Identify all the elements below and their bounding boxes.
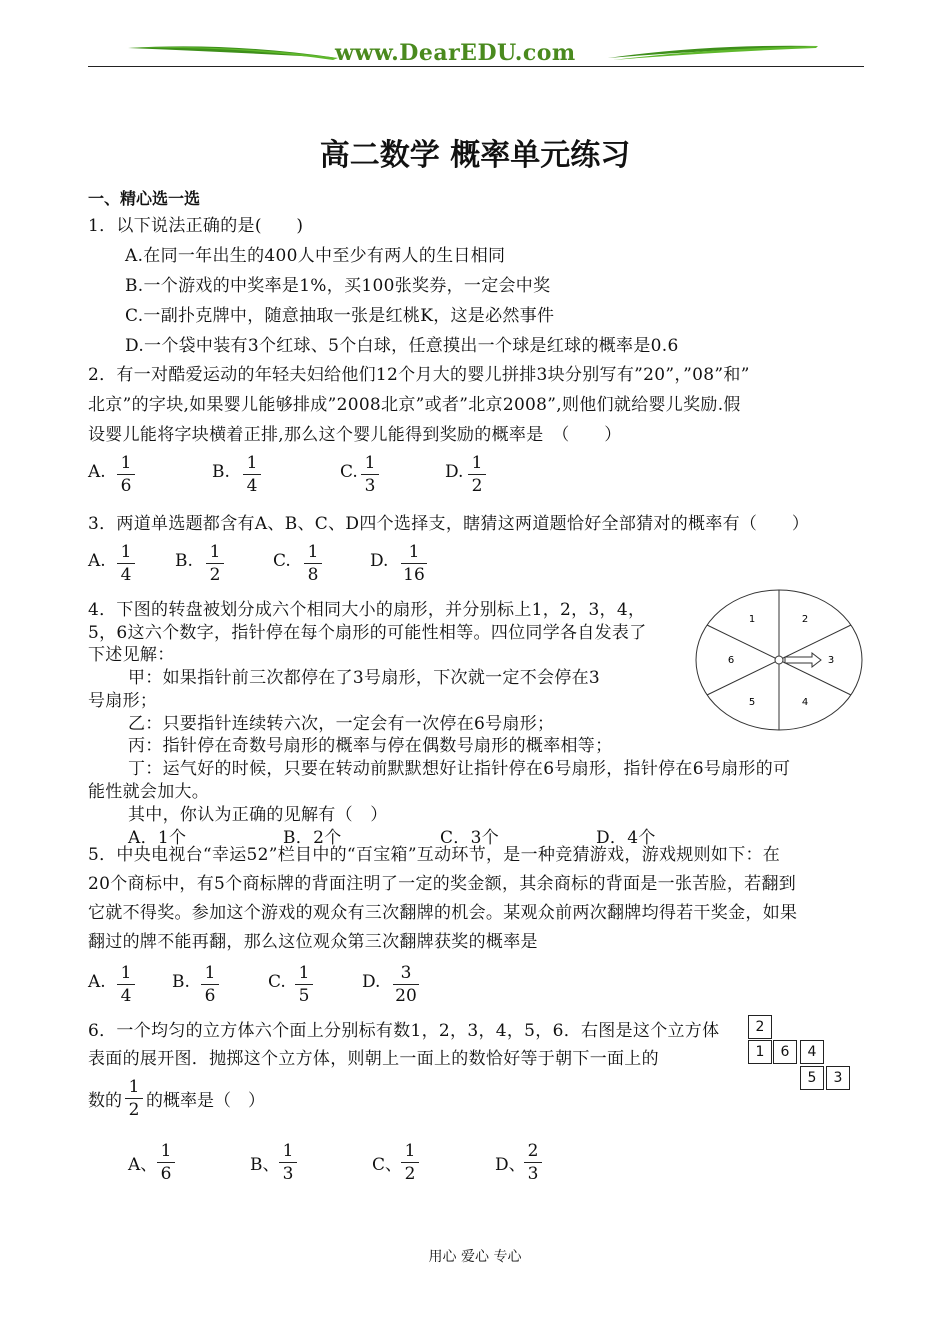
option-label: D. (370, 551, 389, 571)
q4-option-b: B．2个 (283, 828, 342, 848)
numerator: 1 (404, 1141, 416, 1161)
denominator: 3 (282, 1164, 294, 1184)
q4-option-c: C．3个 (440, 828, 500, 848)
net-face: 6 (773, 1040, 797, 1064)
numerator: 1 (120, 963, 132, 983)
fraction (116, 452, 136, 497)
q6-line-3-prefix: 数的 (88, 1091, 122, 1111)
sector-label-2: 2 (801, 614, 809, 625)
q4-line-1: 4．下图的转盘被划分成六个相同大小的扇形，并分别标上1，2，3，4， (88, 600, 646, 620)
net-face: 5 (800, 1066, 824, 1090)
q1-option-b: B.一个游戏的中奖率是1%，买100张奖券，一定会中奖 (125, 276, 551, 296)
q5-line-1: 5．中央电视台“幸运52”栏目中的“百宝箱”互动环节，是一种竞猜游戏，游戏规则如下：在 (88, 845, 781, 865)
q1-option-d: D.一个袋中装有3个红球、5个白球，任意摸出一个球是红球的概率是0.6 (125, 336, 679, 356)
fraction-one-half (124, 1076, 144, 1121)
numerator: 3 (400, 963, 412, 983)
q2-line-1: 2．有一对酷爱运动的年轻夫妇给他们12个月大的婴儿拼排3块分别写有”20”，”08”和” (88, 365, 750, 385)
option-label: B、 (250, 1155, 280, 1175)
net-face: 3 (826, 1066, 850, 1090)
option-label: C. (340, 462, 358, 482)
header-rule (88, 66, 864, 67)
denominator: 4 (246, 476, 258, 496)
option-label: A. (88, 972, 106, 992)
page-title: 高二数学 概率单元练习 (319, 138, 631, 173)
denominator: 3 (527, 1164, 539, 1184)
q6-line-1: 6．一个均匀的立方体六个面上分别标有数1，2，3，4，5，6．右图是这个立方体 (88, 1021, 720, 1041)
numerator: 1 (204, 963, 216, 983)
denominator: 4 (120, 565, 132, 585)
site-logo-text[interactable]: www.DearEDU.com (335, 40, 576, 66)
denominator: 6 (160, 1164, 172, 1184)
option-label: D. (445, 462, 464, 482)
page-footer: 用心 爱心 专心 (428, 1249, 522, 1265)
fraction (156, 1140, 176, 1185)
net-face: 2 (748, 1015, 772, 1039)
q4-line-2: 5，6这六个数字，指针停在每个扇形的可能性相等。四位同学各自发表了 (88, 623, 647, 643)
cube-net-diagram (748, 1015, 858, 1097)
fraction (200, 962, 220, 1007)
numerator: 1 (120, 453, 132, 473)
numerator: 1 (282, 1141, 294, 1161)
q3-stem: 3．两道单选题都含有A、B、C、D四个选择支，瞎猜这两道题恰好全部猜对的概率有（ ） (88, 514, 810, 534)
q2-line-2: 北京”的字块,如果婴儿能够排成”2008北京”或者”北京2008”,则他们就给婴儿奖励.假 (88, 395, 741, 415)
denominator: 2 (128, 1100, 140, 1120)
sector-label-4: 4 (801, 697, 809, 708)
spinner-wheel (694, 588, 864, 733)
q4-ding-2: 能性就会加大。 (88, 782, 210, 802)
option-label: B. (172, 972, 190, 992)
q1-stem: 1．以下说法正确的是( ) (88, 216, 304, 236)
sector-label-6: 6 (727, 655, 735, 666)
q4-bing: 丙：指针停在奇数号扇形的概率与停在偶数号扇形的概率相等； (128, 736, 613, 756)
numerator: 1 (471, 453, 483, 473)
option-label: A、 (128, 1155, 158, 1175)
option-label: D. (362, 972, 381, 992)
sector-label-5: 5 (748, 697, 756, 708)
numerator: 2 (527, 1141, 539, 1161)
option-label: C. (268, 972, 286, 992)
option-label: B. (212, 462, 230, 482)
q6-line-3-suffix: 的概率是（ ） (146, 1091, 265, 1111)
q4-ding-1: 丁：运气好的时候，只要在转动前默默想好让指针停在6号扇形，指针停在6号扇形的可 (128, 759, 791, 779)
fraction (205, 541, 225, 586)
denominator: 20 (395, 986, 417, 1006)
numerator: 1 (160, 1141, 172, 1161)
fraction (392, 962, 420, 1007)
q1-option-a: A.在同一年出生的400人中至少有两人的生日相同 (125, 246, 506, 266)
denominator: 3 (364, 476, 376, 496)
net-face: 1 (748, 1040, 772, 1064)
option-label: A. (88, 551, 106, 571)
option-label: C. (273, 551, 291, 571)
denominator: 6 (204, 986, 216, 1006)
numerator: 1 (209, 542, 221, 562)
fraction (242, 452, 262, 497)
q4-ask: 其中，你认为正确的见解有（ ） (128, 805, 388, 825)
fraction (116, 541, 136, 586)
denominator: 5 (298, 986, 310, 1006)
q4-jia-1: 甲：如果指针前三次都停在了3号扇形，下次就一定不会停在3 (128, 668, 601, 688)
option-label: A. (88, 462, 106, 482)
sector-label-3: 3 (827, 655, 835, 666)
option-label: C、 (372, 1155, 403, 1175)
fraction (523, 1140, 543, 1185)
fraction (467, 452, 487, 497)
option-label: B. (175, 551, 193, 571)
q5-line-2: 20个商标中，有5个商标牌的背面注明了一定的奖金额，其余商标的背面是一张苦脸，若翻到 (88, 874, 797, 894)
q4-jia-2: 号扇形； (88, 691, 158, 711)
denominator: 2 (209, 565, 221, 585)
denominator: 2 (404, 1164, 416, 1184)
q4-option-d: D．4个 (596, 828, 656, 848)
fraction (116, 962, 136, 1007)
denominator: 8 (307, 565, 319, 585)
fraction (278, 1140, 298, 1185)
denominator: 4 (120, 986, 132, 1006)
denominator: 16 (403, 565, 425, 585)
numerator: 1 (128, 1077, 140, 1097)
numerator: 1 (364, 453, 376, 473)
option-label: D、 (495, 1155, 526, 1175)
denominator: 2 (471, 476, 483, 496)
numerator: 1 (120, 542, 132, 562)
q2-line-3: 设婴儿能将字块横着正排,那么这个婴儿能得到奖励的概率是 （ ） (88, 425, 622, 445)
q5-line-3: 它就不得奖。参加这个游戏的观众有三次翻牌的机会。某观众前两次翻牌均得若干奖金，如果 (88, 903, 798, 923)
fraction (400, 541, 428, 586)
fraction (360, 452, 380, 497)
denominator: 6 (120, 476, 132, 496)
q6-line-2: 表面的展开图．抛掷这个立方体，则朝上一面上的数恰好等于朝下一面上的 (88, 1049, 659, 1069)
q4-line-3: 下述见解： (88, 645, 175, 665)
numerator: 1 (408, 542, 420, 562)
net-face: 4 (800, 1040, 824, 1064)
numerator: 1 (307, 542, 319, 562)
sector-label-1: 1 (748, 614, 756, 625)
numerator: 1 (246, 453, 258, 473)
fraction (294, 962, 314, 1007)
q5-line-4: 翻过的牌不能再翻，那么这位观众第三次翻牌获奖的概率是 (88, 932, 538, 952)
q4-option-a: A．1个 (128, 828, 187, 848)
numerator: 1 (298, 963, 310, 983)
fraction (303, 541, 323, 586)
fraction (400, 1140, 420, 1185)
section-heading: 一、精心选一选 (88, 189, 201, 208)
q4-yi: 乙：只要指针连续转六次，一定会有一次停在6号扇形； (128, 714, 555, 734)
wheel-hub (775, 656, 783, 664)
q1-option-c: C.一副扑克牌中，随意抽取一张是红桃K，这是必然事件 (125, 306, 555, 326)
